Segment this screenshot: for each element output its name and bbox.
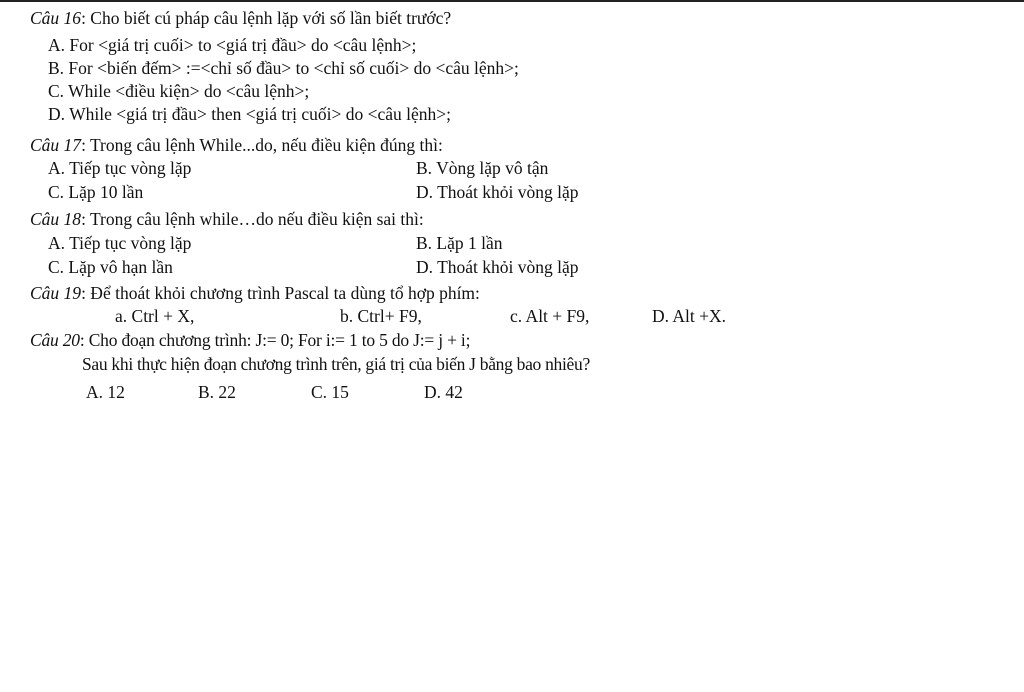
question-19-label: Câu 19 — [30, 283, 82, 303]
question-18-option-b: B. Lặp 1 lần — [416, 233, 503, 253]
question-16 — [30, 7, 451, 29]
question-16-option-c: C. While <điều kiện> do <câu lệnh>; — [48, 81, 310, 101]
question-16-text: : Cho biết cú pháp câu lệnh lặp với số lần biết trước? — [81, 8, 452, 28]
question-20-text: : Cho đoạn chương trình: J:= 0; For i:= 1 to 5 do J:= j + i; — [79, 330, 471, 350]
question-17-option-b: B. Vòng lặp vô tận — [416, 158, 549, 178]
top-border-line — [0, 0, 1024, 2]
question-17-text: : Trong câu lệnh While...do, nếu điều kiện đúng thì: — [81, 135, 443, 155]
question-20 — [30, 329, 470, 351]
question-20-label: Câu 20 — [30, 330, 80, 350]
question-19 — [30, 282, 480, 304]
question-17-option-c: C. Lặp 10 lần — [48, 182, 144, 202]
question-19-text: : Để thoát khỏi chương trình Pascal ta dùng tổ hợp phím: — [81, 283, 480, 303]
question-19-option-d: D. Alt +X. — [652, 306, 727, 326]
question-20-option-b: B. 22 — [198, 382, 236, 402]
question-16-option-d: D. While <giá trị đầu> then <giá trị cuối> do <câu lệnh>; — [48, 104, 451, 124]
question-17 — [30, 134, 443, 156]
question-17-option-d: D. Thoát khỏi vòng lặp — [416, 182, 579, 202]
question-20-subtext: Sau khi thực hiện đoạn chương trình trên, giá trị của biến J bằng bao nhiêu? — [82, 354, 590, 374]
question-19-option-b: b. Ctrl+ F9, — [340, 306, 422, 326]
question-18 — [30, 208, 424, 230]
question-18-option-a: A. Tiếp tục vòng lặp — [48, 233, 192, 253]
question-16-label: Câu 16 — [30, 8, 82, 28]
question-18-label: Câu 18 — [30, 209, 82, 229]
question-20-option-c: C. 15 — [311, 382, 349, 402]
question-17-label: Câu 17 — [30, 135, 82, 155]
question-17-option-a: A. Tiếp tục vòng lặp — [48, 158, 192, 178]
question-20-option-a: A. 12 — [86, 382, 125, 402]
question-19-option-c: c. Alt + F9, — [510, 306, 590, 326]
question-18-option-c: C. Lặp vô hạn lần — [48, 257, 173, 277]
question-16-option-a: A. For <giá trị cuối> to <giá trị đầu> do <câu lệnh>; — [48, 35, 417, 55]
question-19-option-a: a. Ctrl + X, — [115, 306, 195, 326]
question-16-option-b: B. For <biến đếm> :=<chỉ số đầu> to <chỉ số cuối> do <câu lệnh>; — [48, 58, 519, 78]
question-20-option-d: D. 42 — [424, 382, 463, 402]
question-18-text: : Trong câu lệnh while…do nếu điều kiện sai thì: — [81, 209, 424, 229]
question-18-option-d: D. Thoát khỏi vòng lặp — [416, 257, 579, 277]
